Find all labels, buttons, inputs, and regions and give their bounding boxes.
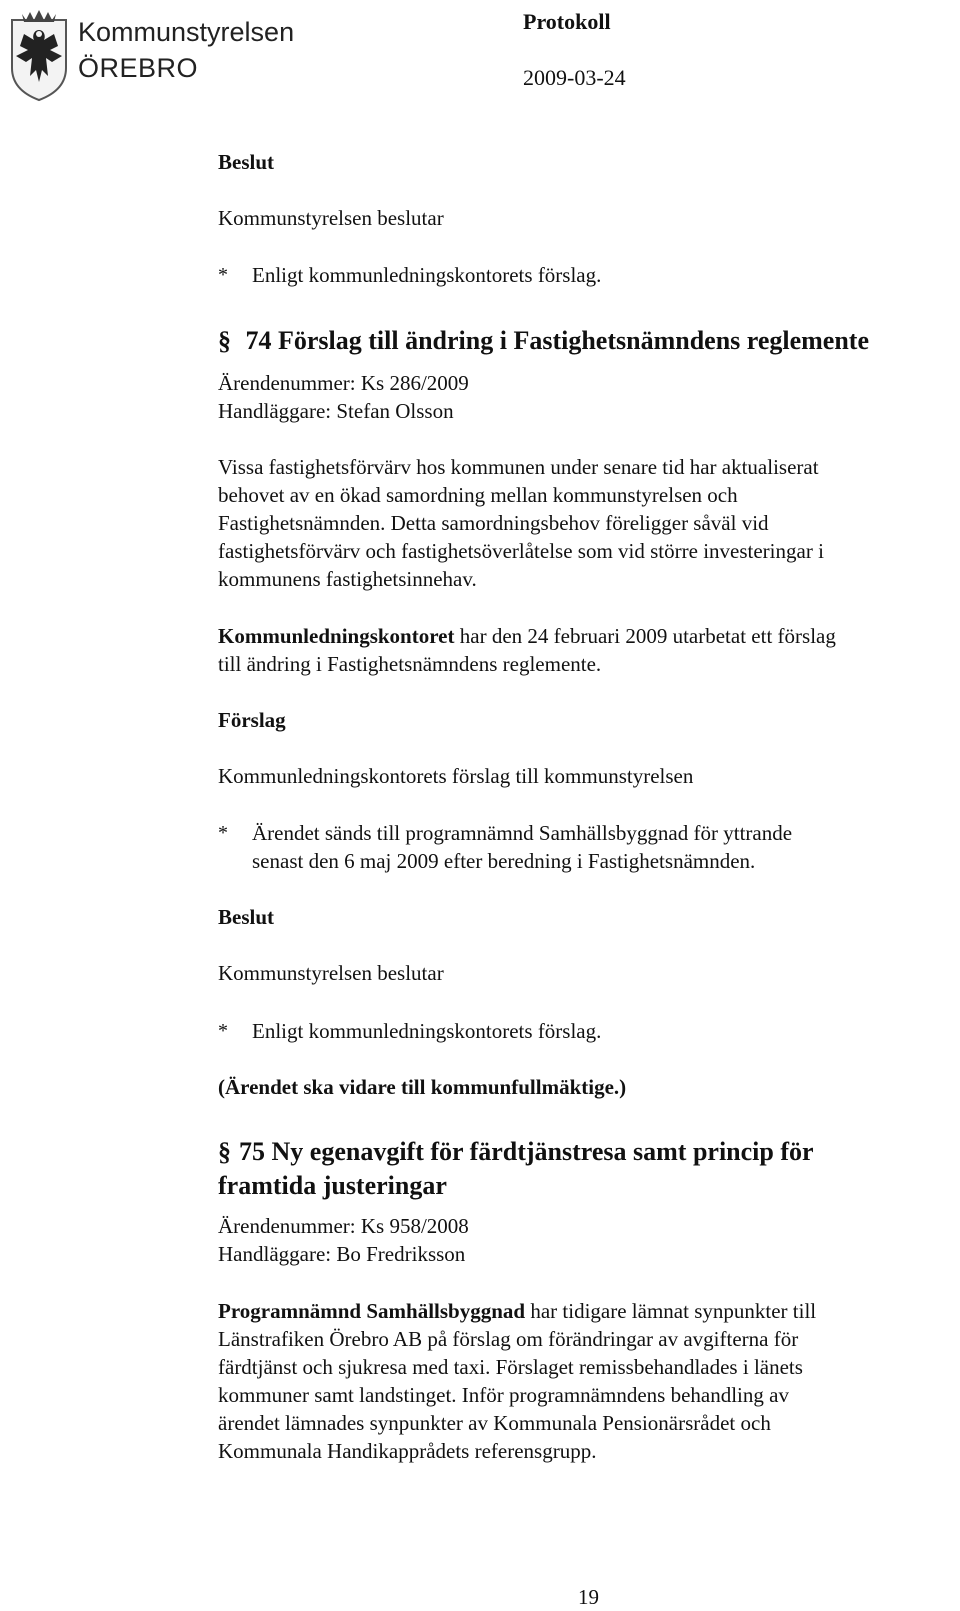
asterisk-bullet-icon: * xyxy=(218,264,228,286)
forslag-intro: Kommunledningskontorets förslag till kommunstyrelsen xyxy=(218,764,694,788)
case-handler: Handläggare: Bo Fredriksson xyxy=(218,1242,466,1266)
paragraph-line: kommuner samt landstinget. Inför programnämndens behandling av xyxy=(218,1383,789,1407)
section-74-heading: 74 Förslag till ändring i Fastighetsnämndens reglemente xyxy=(245,326,870,355)
header-logo xyxy=(6,10,306,106)
paragraph-line xyxy=(218,1297,940,1325)
paragraph-line: Kommunala Handikapprådets referensgrupp. xyxy=(218,1439,597,1463)
paragraph-line: fastighetsförvärv och fastighetsöverlåtelse som vid större investeringar i xyxy=(218,539,824,563)
asterisk-bullet-icon: * xyxy=(218,1020,228,1042)
paragraph-line: behovet av en ökad samordning mellan kommunstyrelsen och xyxy=(218,483,738,507)
section-75-paragraph xyxy=(218,1297,940,1465)
org-name: Kommunstyrelsen xyxy=(78,17,295,47)
section-74-paragraph-2 xyxy=(218,622,940,678)
section-symbol: § xyxy=(218,326,231,355)
paragraph-line: kommunens fastighetsinnehav. xyxy=(218,567,477,591)
forslag-heading: Förslag xyxy=(218,708,286,732)
paragraph-line: ärendet lämnades synpunkter av Kommunala Pensionärsrådet och xyxy=(218,1411,771,1435)
paragraph-line: Fastighetsnämnden. Detta samordningsbehov föreligger såväl vid xyxy=(218,511,769,535)
org-city: ÖREBRO xyxy=(78,53,199,83)
title-line: framtida justeringar xyxy=(218,1171,447,1200)
paragraph-line: Vissa fastighetsförvärv hos kommunen under senare tid har aktualiserat xyxy=(218,455,819,479)
paragraph-line: färdtjänst och sjukresa med taxi. Förslaget remissbehandlades i länets xyxy=(218,1355,803,1379)
paragraph-text: har tidigare lämnat synpunkter till xyxy=(525,1299,817,1323)
decides-text: Kommunstyrelsen beslutar xyxy=(218,206,444,230)
bullet-line: Ärendet sänds till programnämnd Samhällsbyggnad för yttrande xyxy=(252,821,793,845)
section-symbol: § xyxy=(218,1137,231,1166)
bullet-line: senast den 6 maj 2009 efter beredning i Fastighetsnämnden. xyxy=(252,849,756,873)
document-date: 2009-03-24 xyxy=(523,65,626,90)
section-74-title xyxy=(218,324,869,358)
case-number: Ärendenummer: Ks 958/2008 xyxy=(218,1214,469,1238)
decision-bullet: Enligt kommunledningskontorets förslag. xyxy=(252,1019,602,1043)
bold-entity: Kommunledningskontoret xyxy=(218,624,455,648)
paragraph-line: till ändring i Fastighetsnämndens reglemente. xyxy=(218,652,602,676)
note-text: (Ärendet ska vidare till kommunfullmäktige.) xyxy=(218,1075,627,1099)
bold-entity: Programnämnd Samhällsbyggnad xyxy=(218,1299,526,1323)
orebro-coat-of-arms-icon xyxy=(6,10,72,102)
forslag-bullet xyxy=(252,819,792,875)
paragraph-line: Länstrafiken Örebro AB på förslag om förändringar av avgifterna för xyxy=(218,1327,799,1351)
section-75-title xyxy=(218,1135,938,1203)
asterisk-bullet-icon: * xyxy=(218,822,228,844)
case-handler: Handläggare: Stefan Olsson xyxy=(218,399,454,423)
case-number: Ärendenummer: Ks 286/2009 xyxy=(218,371,469,395)
decision-bullet: Enligt kommunledningskontorets förslag. xyxy=(252,263,602,287)
section-75-heading: 75 Ny egenavgift för färdtjänstresa samt princip för xyxy=(239,1137,814,1166)
section-74-paragraph-1 xyxy=(218,453,940,593)
decides-text: Kommunstyrelsen beslutar xyxy=(218,961,444,985)
paragraph-text: har den 24 februari 2009 utarbetat ett förslag xyxy=(454,624,836,648)
page-number: 19 xyxy=(578,1585,599,1609)
beslut-heading: Beslut xyxy=(218,150,275,174)
title-line xyxy=(218,1135,938,1169)
paragraph-line xyxy=(218,622,940,650)
beslut-heading: Beslut xyxy=(218,905,275,929)
document-type: Protokoll xyxy=(523,9,611,34)
